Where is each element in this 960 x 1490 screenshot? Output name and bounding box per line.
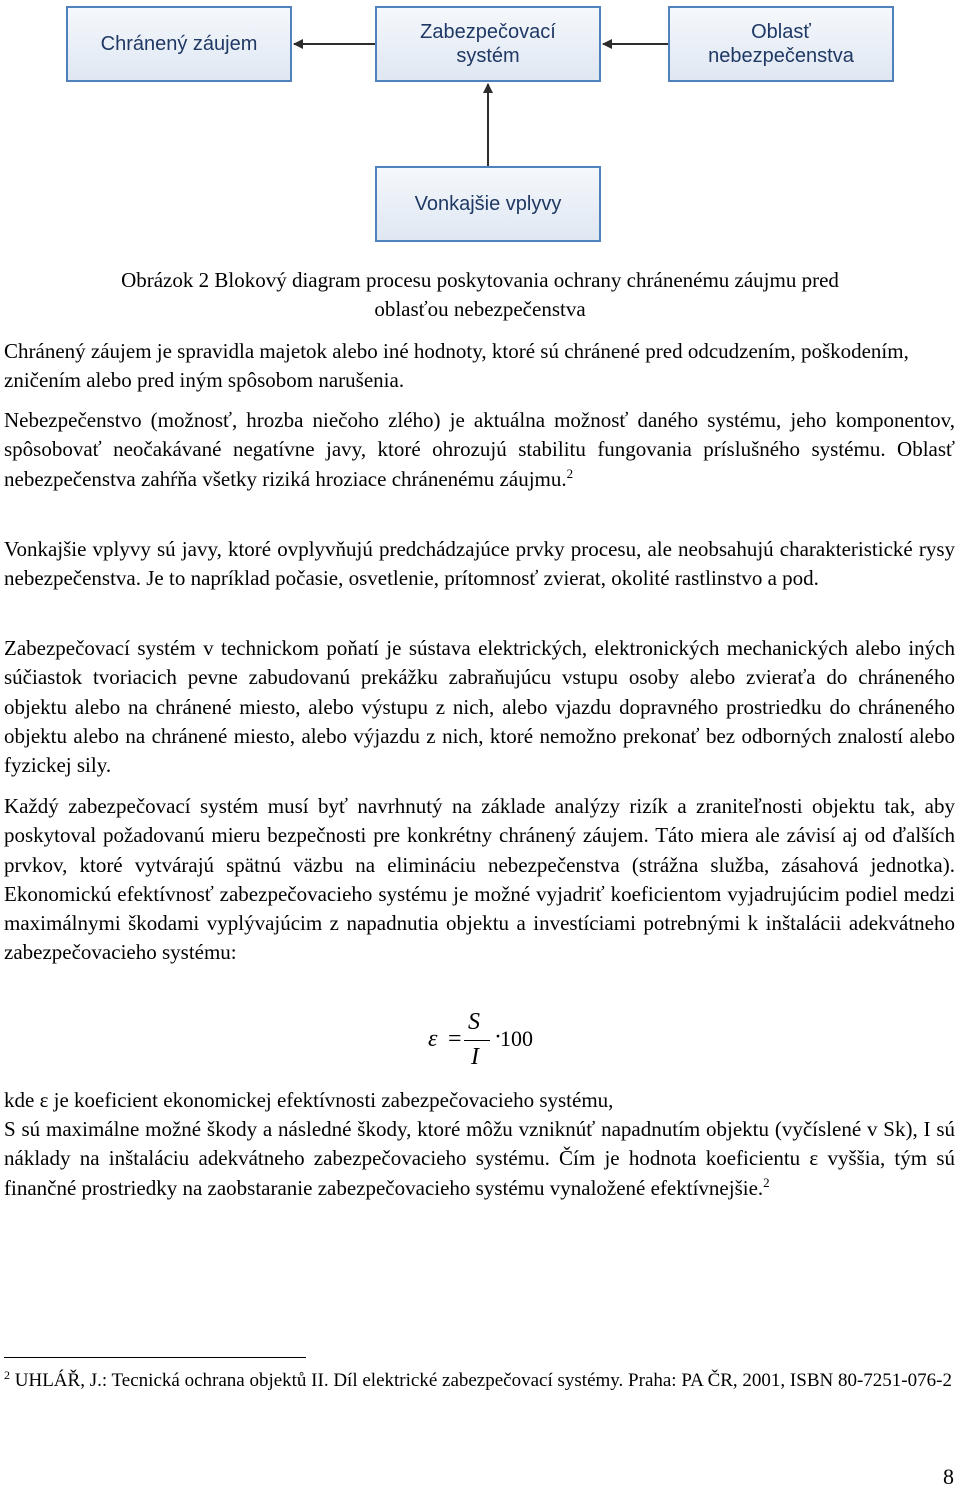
paragraph-formula-legend-line1 xyxy=(4,1086,955,1115)
footnote-separator xyxy=(4,1357,306,1358)
page-number: 8 xyxy=(943,1464,954,1489)
formula-factor: 100 xyxy=(500,1026,533,1051)
box-zabezpecovaci-label-1: Zabezpečovací xyxy=(420,21,556,43)
paragraph-text: Chránený záujem je spravidla majetok alebo iné hodnoty, ktoré sú chránené pred odcudzením, poškodením, zničením alebo pred iným spôsobom narušenia. xyxy=(4,339,909,393)
box-vonkajsie-label: Vonkajšie vplyvy xyxy=(414,193,562,215)
box-zabezpecovaci-label-2: systém xyxy=(456,45,520,67)
block-diagram xyxy=(0,0,960,240)
formula-dot: · xyxy=(494,1024,502,1050)
paragraph-chraneny-zaujem xyxy=(4,337,955,396)
caption-line-2: oblasťou nebezpečenstva xyxy=(374,297,586,321)
box-chraneny-label: Chránený záujem xyxy=(100,33,258,55)
formula-epsilon: ε xyxy=(428,1026,438,1052)
figure-caption xyxy=(0,266,960,324)
box-chraneny-zaujem xyxy=(66,6,292,82)
box-oblast-nebezpecenstva xyxy=(668,6,894,82)
formula-numerator: S xyxy=(468,1009,480,1035)
paragraph-zabezpecovaci-system xyxy=(4,634,955,780)
fraction-bar xyxy=(464,1040,490,1041)
caption-line-1: Obrázok 2 Blokový diagram procesu poskytovania ochrany chránenému záujmu pred xyxy=(121,268,839,292)
paragraph-text: kde ε je koeficient ekonomickej efektívnosti zabezpečovacieho systému, xyxy=(4,1088,614,1112)
paragraph-analyza-rizik xyxy=(4,792,955,968)
paragraph-text: Zabezpečovací systém v technickom poňatí je sústava elektrických, elektronických mechanických alebo iných súčiastok tvoriacich pevne zabudovanú prekážku zabraňujúcu vstupu osoby alebo zvieraťa do chráneného objektu alebo na chránené miesto, alebo výstupu z nich, alebo vjazdu dopravného prostriedku do chráneného objektu alebo na chránené miesto, alebo výjazdu z nich, ktoré nemožno prekonať bez odborných znalostí alebo fyzickej sily. xyxy=(4,636,955,778)
formula-denominator: I xyxy=(471,1044,479,1070)
paragraph-vonkajsie-vplyvy xyxy=(4,535,955,594)
footnote xyxy=(4,1368,955,1394)
box-zabezpecovaci-system xyxy=(375,6,601,82)
paragraph-nebezpecenstvo xyxy=(4,406,955,494)
paragraph-text: S sú maximálne možné škody a následné škody, ktoré môžu vzniknúť napadnutím objektu (vyčíslené v Sk), I sú náklady na inštaláciu adekvátneho zabezpečovacieho systému. Čím je hodnota koeficientu ε vyššia, tým sú finančné prostriedky na zaobstaranie zabezpečovacieho systému vynaložené efektívnejšie. xyxy=(4,1117,955,1200)
box-vonkajsie-vplyvy xyxy=(375,166,601,242)
paragraph-text: Nebezpečenstvo (možnosť, hrozba niečoho zlého) je aktuálna možnosť daného systému, jeho komponentov, spôsobovať neočakávané negatívne javy, ktoré ohrozujú stabilitu fungovania príslušného systému. Oblasť nebezpečenstva zahŕňa všetky riziká hroziace chránenému záujmu. xyxy=(4,408,955,491)
footnote-text: UHLÁŘ, J.: Tecnická ochrana objektů II. Díl elektrické zabezpečovací systémy. Praha: PA ČR, 2001, ISBN 80-7251-076-2 xyxy=(14,1370,952,1391)
paragraph-formula-legend xyxy=(4,1115,955,1203)
footnote-marker: 2 xyxy=(4,1368,10,1382)
paragraph-text: Vonkajšie vplyvy sú javy, ktoré ovplyvňujú predchádzajúce prvky procesu, ale neobsahujú charakteristické rysy nebezpečenstva. Je to napríklad počasie, osvetlenie, prítomnosť zvierat, okolité rastlinstvo a pod. xyxy=(4,537,955,591)
box-oblast-label-2: nebezpečenstva xyxy=(708,45,854,67)
footnote-reference: 2 xyxy=(566,465,574,481)
paragraph-text: Každý zabezpečovací systém musí byť navrhnutý na základe analýzy rizík a zraniteľnosti objektu tak, aby poskytoval požadovanú mieru bezpečnosti pre konkrétny chránený záujem. Táto miera ale závisí aj od ďalších prvkov, ktoré vytvárajú spätnú väzbu na elimináciu nebezpečenstva (strážna služba, zásahová jednotka). Ekonomickú efektívnosť zabezpečovacieho systému je možné vyjadriť koeficientom vyjadrujúcim podiel medzi maximálnymi škodami vyplývajúcim z napadnutia objektu a investíciami potrebnými k inštalácii adekvátneho zabezpečovacieho systému: xyxy=(4,794,955,965)
footnote-reference: 2 xyxy=(763,1174,770,1190)
formula-equals: = xyxy=(448,1026,462,1052)
box-oblast-label-1: Oblasť xyxy=(751,21,811,43)
